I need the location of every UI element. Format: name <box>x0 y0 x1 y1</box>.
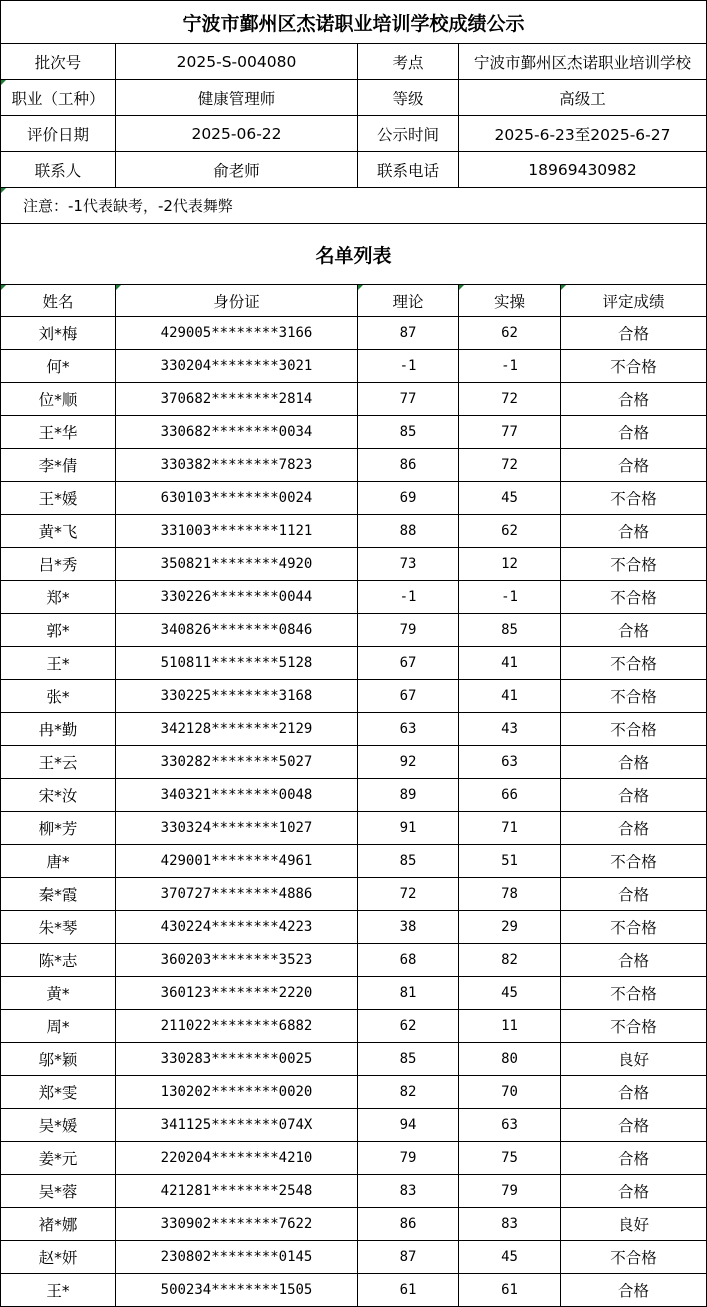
id-cell: 429005********3166 <box>116 317 358 350</box>
id-cell: 630103********0024 <box>116 482 358 515</box>
practice-cell: -1 <box>459 581 561 614</box>
id-cell: 130202********0020 <box>116 1076 358 1109</box>
name-cell: 王*华 <box>1 416 116 449</box>
practice-cell: 82 <box>459 944 561 977</box>
contact-label: 联系人 <box>1 152 116 188</box>
table-row <box>1 1175 707 1208</box>
phone-value: 18969430982 <box>459 152 707 188</box>
practice-cell: 63 <box>459 746 561 779</box>
theory-cell: 82 <box>358 1076 459 1109</box>
table-row <box>1 548 707 581</box>
id-cell: 330382********7823 <box>116 449 358 482</box>
id-cell: 340321********0048 <box>116 779 358 812</box>
id-cell: 430224********4223 <box>116 911 358 944</box>
theory-cell: 38 <box>358 911 459 944</box>
table-header <box>1 285 707 317</box>
table-row <box>1 1208 707 1241</box>
theory-cell: -1 <box>358 350 459 383</box>
result-cell: 不合格 <box>561 713 707 746</box>
practice-cell: 43 <box>459 713 561 746</box>
result-cell: 不合格 <box>561 581 707 614</box>
table-row <box>1 416 707 449</box>
theory-cell: 67 <box>358 680 459 713</box>
info-row <box>1 116 707 152</box>
col-header-practice: 实操 <box>459 285 561 317</box>
table-row <box>1 482 707 515</box>
table-row <box>1 1274 707 1307</box>
id-cell: 342128********2129 <box>116 713 358 746</box>
id-cell: 429001********4961 <box>116 845 358 878</box>
result-cell: 不合格 <box>561 350 707 383</box>
table-row <box>1 779 707 812</box>
phone-label: 联系电话 <box>358 152 459 188</box>
result-cell: 不合格 <box>561 680 707 713</box>
theory-cell: 68 <box>358 944 459 977</box>
id-cell: 360123********2220 <box>116 977 358 1010</box>
table-row <box>1 1043 707 1076</box>
practice-cell: 71 <box>459 812 561 845</box>
table-row <box>1 1109 707 1142</box>
theory-cell: 86 <box>358 1208 459 1241</box>
practice-cell: 66 <box>459 779 561 812</box>
table-row <box>1 614 707 647</box>
name-cell: 吕*秀 <box>1 548 116 581</box>
result-cell: 合格 <box>561 383 707 416</box>
occupation-label: 职业（工种） <box>1 80 116 116</box>
level-label: 等级 <box>358 80 459 116</box>
table-row <box>1 746 707 779</box>
practice-cell: 12 <box>459 548 561 581</box>
theory-cell: 61 <box>358 1274 459 1307</box>
name-cell: 王* <box>1 647 116 680</box>
id-cell: 220204********4210 <box>116 1142 358 1175</box>
result-cell: 合格 <box>561 746 707 779</box>
name-cell: 吴*媛 <box>1 1109 116 1142</box>
practice-cell: 62 <box>459 317 561 350</box>
id-cell: 341125********074X <box>116 1109 358 1142</box>
table-row <box>1 383 707 416</box>
theory-cell: 85 <box>358 845 459 878</box>
exam-site-value: 宁波市鄞州区杰诺职业培训学校 <box>459 44 707 80</box>
practice-cell: 85 <box>459 614 561 647</box>
practice-cell: 41 <box>459 647 561 680</box>
theory-cell: 92 <box>358 746 459 779</box>
theory-cell: 87 <box>358 1241 459 1274</box>
theory-cell: 87 <box>358 317 459 350</box>
result-cell: 不合格 <box>561 647 707 680</box>
batch-value: 2025-S-004080 <box>116 44 358 80</box>
practice-cell: 83 <box>459 1208 561 1241</box>
practice-cell: 62 <box>459 515 561 548</box>
practice-cell: 45 <box>459 1241 561 1274</box>
name-cell: 秦*霞 <box>1 878 116 911</box>
id-cell: 350821********4920 <box>116 548 358 581</box>
theory-cell: 83 <box>358 1175 459 1208</box>
id-cell: 330283********0025 <box>116 1043 358 1076</box>
result-cell: 不合格 <box>561 548 707 581</box>
practice-cell: 29 <box>459 911 561 944</box>
name-cell: 周* <box>1 1010 116 1043</box>
id-cell: 510811********5128 <box>116 647 358 680</box>
name-cell: 邬*颖 <box>1 1043 116 1076</box>
id-cell: 360203********3523 <box>116 944 358 977</box>
table-row <box>1 1142 707 1175</box>
result-cell: 合格 <box>561 1076 707 1109</box>
id-cell: 330682********0034 <box>116 416 358 449</box>
table-row <box>1 944 707 977</box>
id-cell: 330226********0044 <box>116 581 358 614</box>
name-cell: 王*媛 <box>1 482 116 515</box>
result-cell: 良好 <box>561 1043 707 1076</box>
name-cell: 吴*蓉 <box>1 1175 116 1208</box>
theory-cell: 63 <box>358 713 459 746</box>
theory-cell: 85 <box>358 1043 459 1076</box>
theory-cell: 77 <box>358 383 459 416</box>
id-cell: 330204********3021 <box>116 350 358 383</box>
info-row <box>1 44 707 80</box>
name-cell: 宋*汝 <box>1 779 116 812</box>
id-cell: 421281********2548 <box>116 1175 358 1208</box>
theory-cell: -1 <box>358 581 459 614</box>
table-row <box>1 680 707 713</box>
practice-cell: 77 <box>459 416 561 449</box>
result-cell: 合格 <box>561 779 707 812</box>
theory-cell: 91 <box>358 812 459 845</box>
theory-cell: 85 <box>358 416 459 449</box>
result-cell: 不合格 <box>561 482 707 515</box>
result-cell: 合格 <box>561 944 707 977</box>
result-cell: 良好 <box>561 1208 707 1241</box>
note-text: 注意：-1代表缺考，-2代表舞弊 <box>1 188 707 224</box>
result-cell: 合格 <box>561 614 707 647</box>
practice-cell: 45 <box>459 977 561 1010</box>
practice-cell: 41 <box>459 680 561 713</box>
theory-cell: 81 <box>358 977 459 1010</box>
name-cell: 赵*妍 <box>1 1241 116 1274</box>
name-cell: 姜*元 <box>1 1142 116 1175</box>
result-cell: 合格 <box>561 1175 707 1208</box>
name-cell: 冉*勤 <box>1 713 116 746</box>
eval-date-value: 2025-06-22 <box>116 116 358 152</box>
eval-date-label: 评价日期 <box>1 116 116 152</box>
practice-cell: 79 <box>459 1175 561 1208</box>
name-cell: 李*倩 <box>1 449 116 482</box>
theory-cell: 72 <box>358 878 459 911</box>
id-cell: 331003********1121 <box>116 515 358 548</box>
practice-cell: 72 <box>459 449 561 482</box>
theory-cell: 89 <box>358 779 459 812</box>
name-cell: 张* <box>1 680 116 713</box>
practice-cell: 11 <box>459 1010 561 1043</box>
name-cell: 朱*琴 <box>1 911 116 944</box>
id-cell: 370682********2814 <box>116 383 358 416</box>
col-header-name: 姓名 <box>1 285 116 317</box>
result-cell: 不合格 <box>561 977 707 1010</box>
theory-cell: 79 <box>358 614 459 647</box>
id-cell: 340826********0846 <box>116 614 358 647</box>
id-cell: 370727********4886 <box>116 878 358 911</box>
theory-cell: 79 <box>358 1142 459 1175</box>
name-cell: 郑* <box>1 581 116 614</box>
id-cell: 230802********0145 <box>116 1241 358 1274</box>
name-cell: 郭* <box>1 614 116 647</box>
practice-cell: 75 <box>459 1142 561 1175</box>
name-cell: 黄*飞 <box>1 515 116 548</box>
col-header-theory: 理论 <box>358 285 459 317</box>
table-row <box>1 812 707 845</box>
table-row <box>1 647 707 680</box>
table-row <box>1 845 707 878</box>
practice-cell: -1 <box>459 350 561 383</box>
table-row <box>1 1010 707 1043</box>
name-cell: 位*顺 <box>1 383 116 416</box>
practice-cell: 72 <box>459 383 561 416</box>
result-cell: 不合格 <box>561 1241 707 1274</box>
practice-cell: 45 <box>459 482 561 515</box>
practice-cell: 80 <box>459 1043 561 1076</box>
section-title: 名单列表 <box>1 224 707 285</box>
id-cell: 330282********5027 <box>116 746 358 779</box>
occupation-value: 健康管理师 <box>116 80 358 116</box>
table-row <box>1 1241 707 1274</box>
id-cell: 330902********7622 <box>116 1208 358 1241</box>
level-value: 高级工 <box>459 80 707 116</box>
name-cell: 何* <box>1 350 116 383</box>
result-cell: 合格 <box>561 1109 707 1142</box>
name-cell: 柳*芳 <box>1 812 116 845</box>
col-header-id: 身份证 <box>116 285 358 317</box>
result-cell: 合格 <box>561 449 707 482</box>
theory-cell: 73 <box>358 548 459 581</box>
name-cell: 王* <box>1 1274 116 1307</box>
name-cell: 陈*志 <box>1 944 116 977</box>
id-cell: 500234********1505 <box>116 1274 358 1307</box>
page-title: 宁波市鄞州区杰诺职业培训学校成绩公示 <box>1 1 707 44</box>
theory-cell: 94 <box>358 1109 459 1142</box>
info-row <box>1 152 707 188</box>
result-cell: 合格 <box>561 878 707 911</box>
batch-label: 批次号 <box>1 44 116 80</box>
result-cell: 合格 <box>561 1274 707 1307</box>
table-row <box>1 581 707 614</box>
exam-site-label: 考点 <box>358 44 459 80</box>
result-cell: 合格 <box>561 812 707 845</box>
table-row <box>1 713 707 746</box>
table-row <box>1 317 707 350</box>
col-header-result: 评定成绩 <box>561 285 707 317</box>
id-cell: 211022********6882 <box>116 1010 358 1043</box>
id-cell: 330225********3168 <box>116 680 358 713</box>
table-row <box>1 1076 707 1109</box>
name-cell: 唐* <box>1 845 116 878</box>
theory-cell: 69 <box>358 482 459 515</box>
result-cell: 合格 <box>561 416 707 449</box>
result-cell: 不合格 <box>561 845 707 878</box>
table-row <box>1 449 707 482</box>
contact-value: 俞老师 <box>116 152 358 188</box>
name-cell: 王*云 <box>1 746 116 779</box>
result-cell: 合格 <box>561 1142 707 1175</box>
theory-cell: 88 <box>358 515 459 548</box>
table-row <box>1 350 707 383</box>
table-row <box>1 878 707 911</box>
table-row <box>1 911 707 944</box>
practice-cell: 78 <box>459 878 561 911</box>
name-cell: 褚*娜 <box>1 1208 116 1241</box>
table-row <box>1 977 707 1010</box>
name-cell: 刘*梅 <box>1 317 116 350</box>
name-cell: 黄* <box>1 977 116 1010</box>
result-cell: 合格 <box>561 317 707 350</box>
result-cell: 不合格 <box>561 911 707 944</box>
practice-cell: 51 <box>459 845 561 878</box>
result-cell: 不合格 <box>561 1010 707 1043</box>
id-cell: 330324********1027 <box>116 812 358 845</box>
result-cell: 合格 <box>561 515 707 548</box>
name-cell: 郑*雯 <box>1 1076 116 1109</box>
theory-cell: 86 <box>358 449 459 482</box>
theory-cell: 67 <box>358 647 459 680</box>
practice-cell: 63 <box>459 1109 561 1142</box>
table-row <box>1 515 707 548</box>
publicity-value: 2025-6-23至2025-6-27 <box>459 116 707 152</box>
info-row <box>1 80 707 116</box>
theory-cell: 62 <box>358 1010 459 1043</box>
publicity-label: 公示时间 <box>358 116 459 152</box>
practice-cell: 61 <box>459 1274 561 1307</box>
practice-cell: 70 <box>459 1076 561 1109</box>
